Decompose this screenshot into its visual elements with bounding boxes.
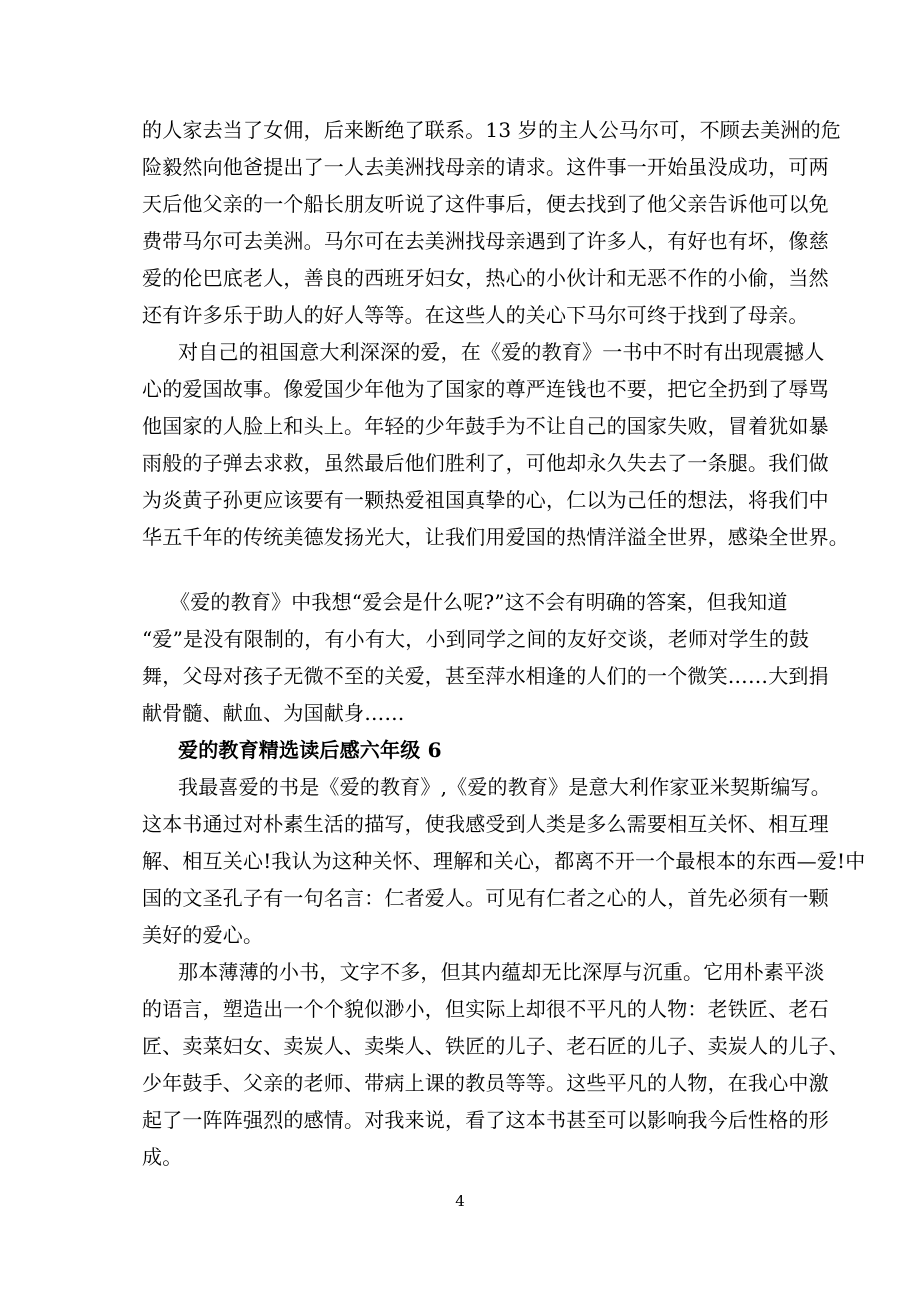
paragraph-5-line-2: 的语言，塑造出一个个貌似渺小，但实际上却很不平凡的人物：老铁匠、老石 — [142, 997, 829, 1021]
paragraph-2-line-1: 对自己的祖国意大利深深的爱，在《爱的教育》一书中不时有出现震撼人 — [178, 340, 825, 364]
paragraph-5-line-4: 少年鼓手、父亲的老师、带病上课的教员等等。这些平凡的人物，在我心中激 — [142, 1071, 829, 1095]
paragraph-2-line-2: 心的爱国故事。像爱国少年他为了国家的尊严连钱也不要，把它全扔到了辱骂 — [142, 377, 829, 401]
paragraph-5-line-3: 匠、卖菜妇女、卖炭人、卖柴人、铁匠的儿子、老石匠的儿子、卖炭人的儿子、 — [142, 1034, 849, 1058]
paragraph-5-line-1: 那本薄薄的小书，文字不多，但其内蕴却无比深厚与沉重。它用朴素平淡 — [178, 960, 825, 984]
paragraph-1-line-4: 费带马尔可去美洲。马尔可在去美洲找母亲遇到了许多人，有好也有坏，像慈 — [142, 229, 829, 253]
paragraph-2-line-4: 雨般的子弹去求救，虽然最后他们胜利了，可他却永久失去了一条腿。我们做 — [142, 451, 829, 475]
paragraph-3-line-3: 舞，父母对孩子无微不至的关爱，甚至萍水相逢的人们的一个微笑……大到捐 — [142, 664, 829, 688]
paragraph-4-line-3: 解、相互关心!我认为这种关怀、理解和关心，都离不开一个最根本的东西—爱!中 — [142, 849, 866, 873]
paragraph-5-line-6: 成。 — [142, 1145, 183, 1169]
paragraph-2-line-3: 他国家的人脸上和头上。年轻的少年鼓手为不让自己的国家失败，冒着犹如暴 — [142, 414, 829, 438]
paragraph-4-line-5: 美好的爱心。 — [142, 923, 264, 947]
paragraph-4-line-4: 国的文圣孔子有一句名言：仁者爱人。可见有仁者之心的人，首先必须有一颗 — [142, 886, 829, 910]
paragraph-3-line-2: “爱”是没有限制的，有小有大，小到同学之间的友好交谈，老师对学生的鼓 — [142, 627, 810, 651]
paragraph-1-line-3: 天后他父亲的一个船长朋友听说了这件事后，便去找到了他父亲告诉他可以免 — [142, 192, 829, 216]
paragraph-1-line-6: 还有许多乐于助人的好人等等。在这些人的关心下马尔可终于找到了母亲。 — [142, 303, 809, 327]
paragraph-3-line-4: 献骨髓、献血、为国献身…… — [142, 701, 405, 725]
paragraph-3-line-1: 《爱的教育》中我想“爱会是什么呢?”这不会有明确的答案，但我知道 — [170, 590, 788, 614]
paragraph-4-line-1: 我最喜爱的书是《爱的教育》,《爱的教育》是意大利作家亚米契斯编写。 — [178, 775, 831, 799]
section-heading: 爱的教育精选读后感六年级 6 — [178, 738, 442, 762]
paragraph-1-line-1: 的人家去当了女佣，后来断绝了联系。13 岁的主人公马尔可，不顾去美洲的危 — [142, 118, 842, 142]
page-number: 4 — [455, 1192, 465, 1210]
paragraph-4-line-2: 这本书通过对朴素生活的描写，使我感受到人类是多么需要相互关怀、相互理 — [142, 812, 829, 836]
paragraph-2-line-6: 华五千年的传统美德发扬光大，让我们用爱国的热情洋溢全世界，感染全世界。 — [142, 525, 849, 549]
paragraph-1-line-5: 爱的伦巴底老人，善良的西班牙妇女，热心的小伙计和无恶不作的小偷，当然 — [142, 266, 829, 290]
paragraph-1-line-2: 险毅然向他爸提出了一人去美洲找母亲的请求。这件事一开始虽没成功，可两 — [142, 155, 829, 179]
paragraph-5-line-5: 起了一阵阵强烈的感情。对我来说，看了这本书甚至可以影响我今后性格的形 — [142, 1108, 829, 1132]
paragraph-2-line-5: 为炎黄子孙更应该要有一颗热爱祖国真挚的心，仁以为己任的想法，将我们中 — [142, 488, 829, 512]
